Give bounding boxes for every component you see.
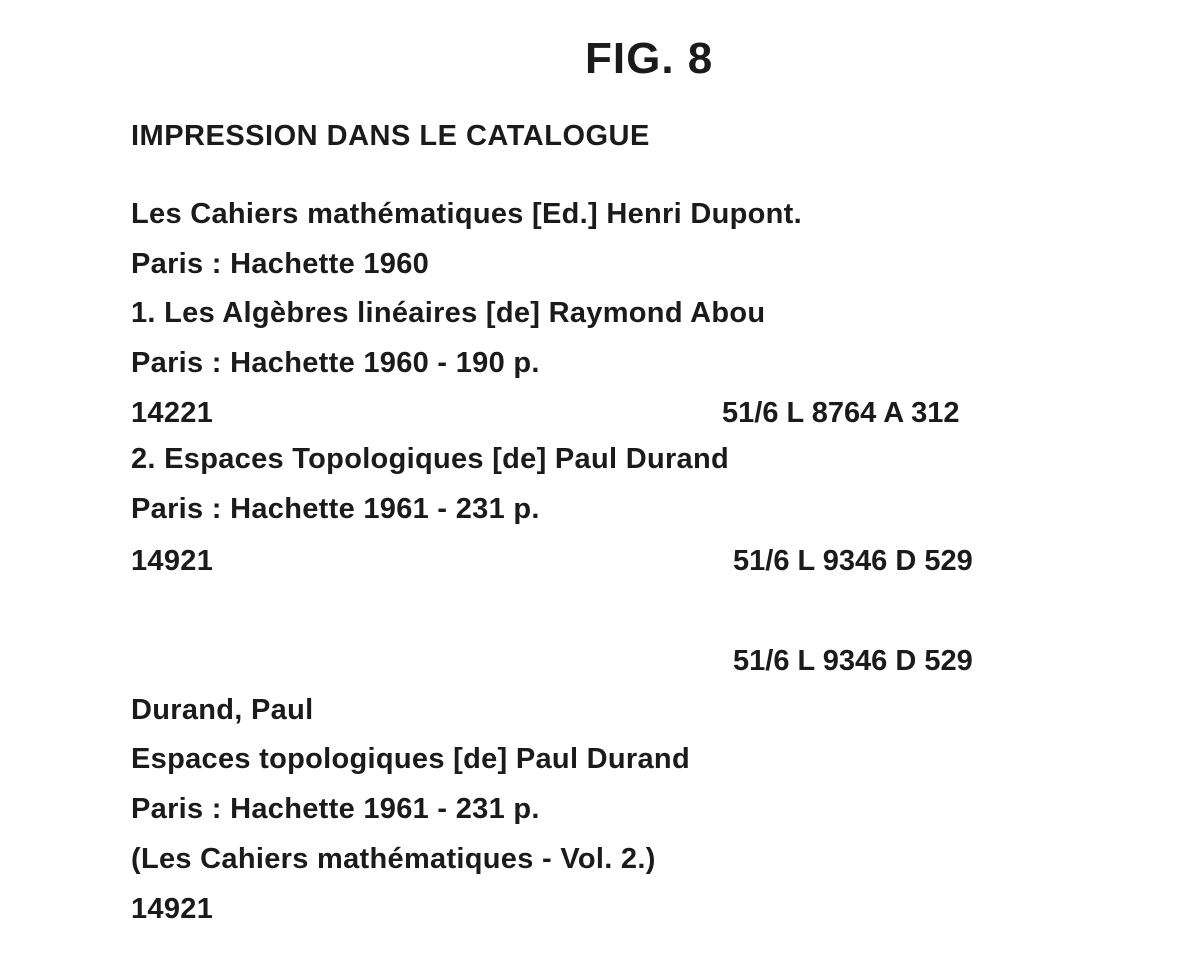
series-imprint-line: Paris : Hachette 1960 (131, 248, 430, 280)
volume-2-call-number: 51/6 L 9346 D 529 (733, 545, 973, 577)
volume-1-title: 1. Les Algèbres linéaires [de] Raymond Abou (131, 297, 766, 329)
figure-title: FIG. 8 (585, 34, 714, 83)
entry-2-author: Durand, Paul (131, 694, 314, 726)
volume-1-call-number: 51/6 L 8764 A 312 (722, 397, 960, 429)
volume-1-imprint: Paris : Hachette 1960 - 190 p. (131, 347, 540, 379)
entry-2-number: 14921 (131, 893, 214, 925)
entry-2-title: Espaces topologiques [de] Paul Durand (131, 743, 690, 775)
entry-2-series: (Les Cahiers mathématiques - Vol. 2.) (131, 843, 656, 875)
volume-2-imprint: Paris : Hachette 1961 - 231 p. (131, 493, 540, 525)
volume-2-number: 14921 (131, 545, 214, 577)
series-title-line: Les Cahiers mathématiques [Ed.] Henri Dupont. (131, 198, 802, 230)
volume-2-title: 2. Espaces Topologiques [de] Paul Durand (131, 443, 730, 475)
entry-2-call-number: 51/6 L 9346 D 529 (733, 645, 973, 677)
section-heading: IMPRESSION DANS LE CATALOGUE (131, 120, 650, 152)
entry-2-imprint: Paris : Hachette 1961 - 231 p. (131, 793, 540, 825)
volume-1-number: 14221 (131, 397, 214, 429)
